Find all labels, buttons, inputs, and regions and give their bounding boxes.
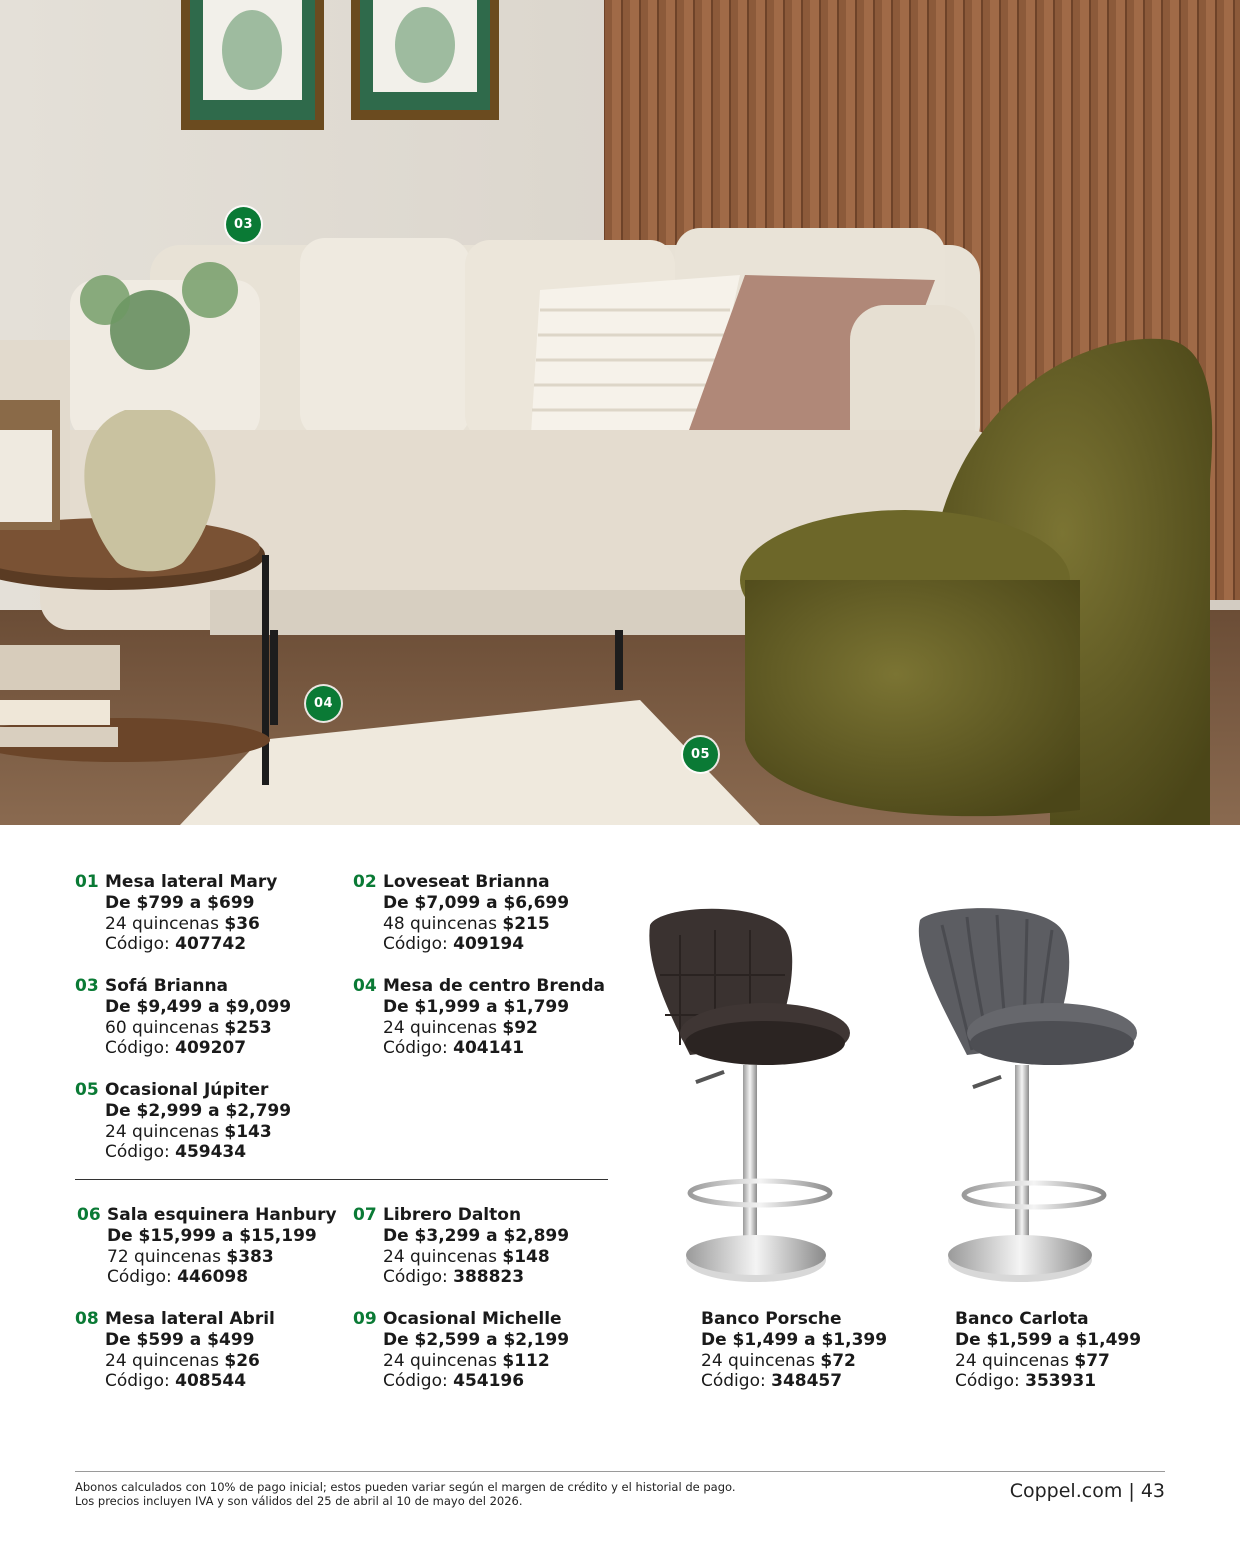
product-name: Mesa lateral Mary: [105, 872, 278, 892]
product-terms: 72 quincenas $383: [107, 1246, 274, 1267]
product-terms: 24 quincenas $77: [955, 1350, 1110, 1371]
product-marker-04[interactable]: 04: [306, 686, 341, 721]
product-code: Código: 446098: [107, 1267, 249, 1288]
product-number: 04: [353, 976, 377, 996]
product-code: Código: 353931: [955, 1371, 1097, 1392]
product-terms: 60 quincenas $253: [105, 1017, 272, 1038]
product-marker-03[interactable]: 03: [226, 207, 261, 242]
product-price: De $15,999 a $15,199: [107, 1225, 317, 1246]
product-name: Banco Carlota: [955, 1309, 1089, 1329]
product-name: Ocasional Júpiter: [105, 1080, 269, 1100]
product-name: Loveseat Brianna: [383, 872, 550, 892]
product-code: Código: 409207: [105, 1038, 247, 1059]
product-terms: 24 quincenas $26: [105, 1350, 260, 1371]
product-price: De $1,599 a $1,499: [955, 1329, 1142, 1350]
product-price: De $1,499 a $1,399: [701, 1329, 888, 1350]
banco-carlota-image[interactable]: [912, 905, 1142, 1290]
product-terms: 24 quincenas $72: [701, 1350, 856, 1371]
footer-disclaimer: [75, 1480, 736, 1508]
disclaimer-line-2: Los precios incluyen IVA y son válidos del 25 de abril al 10 de mayo del 2026.: [75, 1494, 523, 1508]
product-terms: 24 quincenas $92: [383, 1017, 538, 1038]
footer-divider: [75, 1471, 1165, 1472]
product-number: 06: [77, 1205, 101, 1225]
product-price: De $9,499 a $9,099: [105, 996, 292, 1017]
product-code: Código: 407742: [105, 934, 247, 955]
banco-porsche-image[interactable]: [640, 905, 855, 1290]
product-name: Mesa lateral Abril: [105, 1309, 275, 1329]
product-number: 05: [75, 1080, 99, 1100]
product-code: Código: 459434: [105, 1142, 247, 1163]
product-terms: 24 quincenas $148: [383, 1246, 550, 1267]
product-marker-05[interactable]: 05: [683, 737, 718, 772]
product-number: 03: [75, 976, 99, 996]
product-number: 01: [75, 872, 99, 892]
product-price: De $599 a $499: [105, 1329, 255, 1350]
product-name: Mesa de centro Brenda: [383, 976, 606, 996]
product-terms: 24 quincenas $36: [105, 913, 260, 934]
product-name: Sofá Brianna: [105, 976, 229, 996]
product-name: Ocasional Michelle: [383, 1309, 562, 1329]
product-price: De $2,999 a $2,799: [105, 1100, 292, 1121]
product-price: De $2,599 a $2,199: [383, 1329, 570, 1350]
product-price: De $1,999 a $1,799: [383, 996, 570, 1017]
product-name: Sala esquinera Hanbury: [107, 1205, 337, 1225]
product-price: De $799 a $699: [105, 892, 255, 913]
product-code: Código: 409194: [383, 934, 525, 955]
product-number: 07: [353, 1205, 377, 1225]
product-terms: 24 quincenas $112: [383, 1350, 550, 1371]
section-divider: [75, 1179, 608, 1180]
product-number: 08: [75, 1309, 99, 1329]
product-price: De $7,099 a $6,699: [383, 892, 570, 913]
product-terms: 48 quincenas $215: [383, 913, 550, 934]
product-name: Banco Porsche: [701, 1309, 842, 1329]
product-code: Código: 454196: [383, 1371, 525, 1392]
product-price: De $3,299 a $2,899: [383, 1225, 570, 1246]
product-code: Código: 348457: [701, 1371, 843, 1392]
product-number: 02: [353, 872, 377, 892]
product-name: Librero Dalton: [383, 1205, 522, 1225]
disclaimer-line-1: Abonos calculados con 10% de pago inicial; estos pueden variar según el margen de crédito y el historial de pago.: [75, 1480, 736, 1494]
product-terms: 24 quincenas $143: [105, 1121, 272, 1142]
product-code: Código: 404141: [383, 1038, 525, 1059]
product-code: Código: 388823: [383, 1267, 525, 1288]
product-code: Código: 408544: [105, 1371, 247, 1392]
brand-page-number[interactable]: Coppel.com | 43: [1009, 1480, 1165, 1502]
product-number: 09: [353, 1309, 377, 1329]
